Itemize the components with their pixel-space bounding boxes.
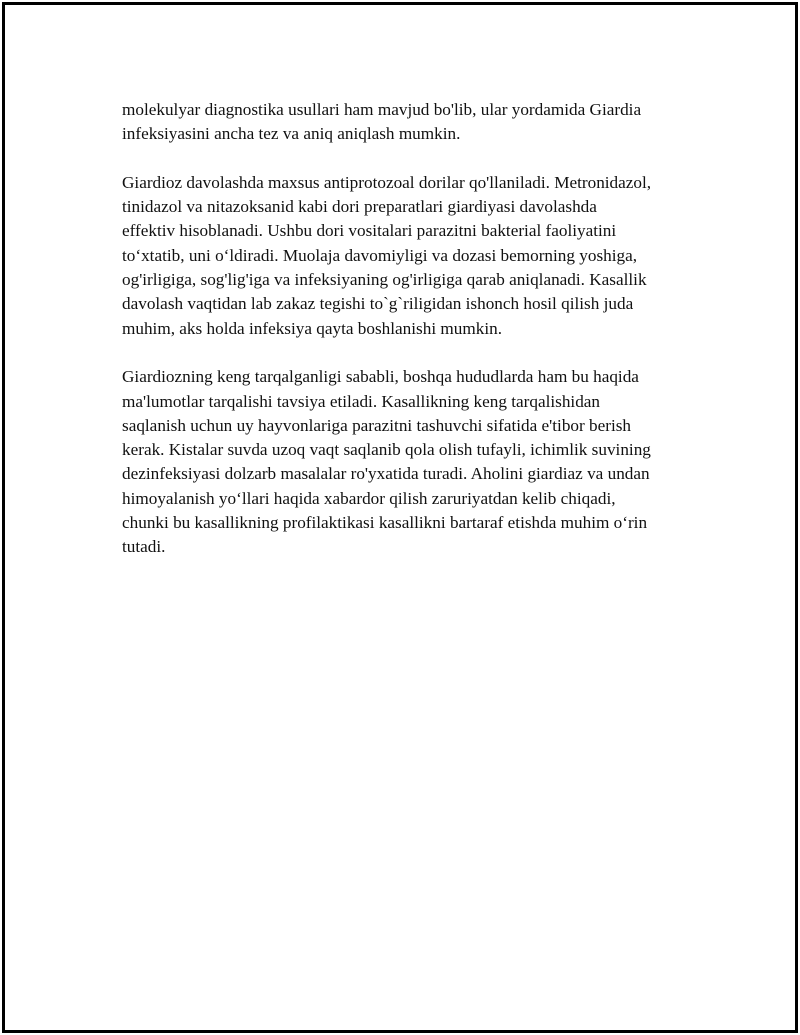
paragraph-diagnostics [122, 98, 722, 147]
text-line: Giardioz davolashda maxsus antiprotozoal dorilar qo'llaniladi. Metronidazol, [122, 172, 652, 192]
text-line: tinidazol va nitazoksanid kabi dori preparatlari giardiyasi davolashda [122, 197, 597, 217]
text-line: effektiv hisoblanadi. Ushbu dori vositalari parazitni bakterial faoliyatini [122, 221, 617, 241]
text-line: dezinfeksiyasi dolzarb masalalar ro'yxatida turadi. Aholini giardiaz va undan [122, 464, 650, 484]
text-line: tutadi. [122, 537, 166, 557]
text-line: kerak. Kistalar suvda uzoq vaqt saqlanib qola olish tufayli, ichimlik suvining [122, 440, 651, 460]
page-frame [2, 2, 798, 1033]
text-line: Giardiozning keng tarqalganligi sababli, boshqa hududlarda ham bu haqida [122, 367, 639, 387]
text-line: himoyalanish yo‘llari haqida xabardor qilish zaruriyatdan kelib chiqadi, [122, 488, 616, 508]
text-line: muhim, aks holda infeksiya qayta boshlanishi mumkin. [122, 318, 502, 338]
paragraph-treatment [122, 171, 722, 341]
text-line: og'irligiga, sog'lig'iga va infeksiyaning og'irligiga qarab aniqlanadi. Kasallik [122, 270, 647, 290]
text-line: chunki bu kasallikning profilaktikasi kasallikni bartaraf etishda muhim o‘rin [122, 513, 648, 533]
document-body [122, 98, 722, 584]
text-line: ma'lumotlar tarqalishi tavsiya etiladi. Kasallikning keng tarqalishidan [122, 391, 601, 411]
text-line: infeksiyasini ancha tez va aniq aniqlash mumkin. [122, 124, 461, 144]
text-line: davolash vaqtidan lab zakaz tegishi to`g`riligidan ishonch hosil qilish juda [122, 294, 634, 314]
text-line: saqlanish uchun uy hayvonlariga parazitni tashuvchi sifatida e'tibor berish [122, 415, 632, 435]
paragraph-prevention [122, 365, 722, 559]
text-line: molekulyar diagnostika usullari ham mavjud bo'lib, ular yordamida Giardia [122, 100, 642, 119]
text-line: to‘xtatib, uni o‘ldiradi. Muolaja davomiyligi va dozasi bemorning yoshiga, [122, 245, 638, 265]
